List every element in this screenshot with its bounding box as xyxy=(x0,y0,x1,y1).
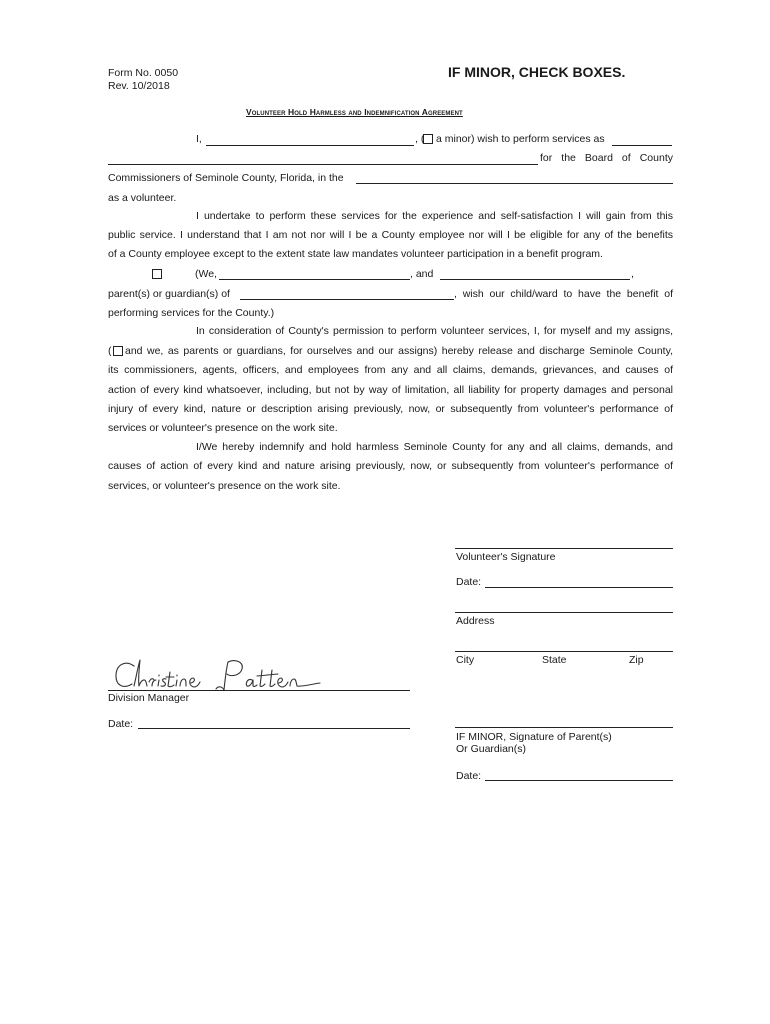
volunteer-signature-label: Volunteer's Signature xyxy=(456,551,556,563)
volunteer-name-field[interactable] xyxy=(206,145,414,146)
city-state-zip-line[interactable] xyxy=(455,651,673,652)
date-field-1[interactable] xyxy=(485,587,673,588)
zip-label: Zip xyxy=(629,654,644,666)
para3-parents-of: parent(s) or guardian(s) of xyxy=(108,288,230,300)
form-revision: Rev. 10/2018 xyxy=(108,80,170,92)
para4-line1: In consideration of County's permission to perform volunteer services, I, for myself and my assigns, xyxy=(196,325,673,337)
para3-comma: , xyxy=(631,268,634,280)
para4-line4: action of every kind whatsoever, including, but not by way of limitation, all liability for property damages and personal xyxy=(108,384,673,396)
department-field[interactable] xyxy=(356,183,673,184)
para3-we: (We, xyxy=(195,268,217,280)
para3-wish: , wish our child/ward to have the benefit of xyxy=(454,288,673,300)
page-title: Volunteer Hold Harmless and Indemnification Agreement xyxy=(246,107,463,117)
para1-i: I, xyxy=(196,133,202,145)
para1-minor-open: , ( xyxy=(415,133,425,145)
manager-date-label: Date: xyxy=(108,718,134,730)
para3-performing: performing services for the County.) xyxy=(108,307,275,319)
para2-line2: public service. I understand that I am not nor will I be a County employee nor will I be eligible for any of the benefits xyxy=(108,229,673,241)
parent-name-2-field[interactable] xyxy=(440,279,630,280)
para1-commissioners: Commissioners of Seminole County, Florida, in the xyxy=(108,172,344,184)
para4-line2: and we, as parents or guardians, for ourselves and our assigns) hereby release and discharge Seminole County, xyxy=(125,345,673,357)
state-label: State xyxy=(542,654,567,666)
minor-checkbox-2[interactable] xyxy=(152,269,162,279)
date-label-1: Date: xyxy=(456,576,482,588)
date-label-2: Date: xyxy=(456,770,482,782)
services-field[interactable] xyxy=(612,145,672,146)
minor-signature-label: IF MINOR, Signature of Parent(s) xyxy=(456,731,612,743)
address-line[interactable] xyxy=(455,612,673,613)
address-label: Address xyxy=(456,615,495,627)
minor-checkbox-1[interactable] xyxy=(423,134,433,144)
child-name-field[interactable] xyxy=(240,299,454,300)
city-label: City xyxy=(456,654,475,666)
para2-line3: of a County employee except to the extent state law mandates volunteer participation in a benefit program. xyxy=(108,248,603,260)
date-field-2[interactable] xyxy=(485,780,673,781)
services-field-cont[interactable] xyxy=(108,164,538,165)
minor-notice: IF MINOR, CHECK BOXES. xyxy=(448,64,626,80)
para4-line6: services or volunteer's presence on the work site. xyxy=(108,422,338,434)
para4-line5: injury of every kind, nature or description arising previously, now, or subsequently from volunteer's performance of xyxy=(108,403,673,415)
minor-signature-line[interactable] xyxy=(455,727,673,728)
para5-line2: causes of action of every kind and nature arising previously, now, or subsequently from volunteer's performance of xyxy=(108,460,673,472)
or-guardian-label: Or Guardian(s) xyxy=(456,743,527,755)
manager-signature-line[interactable] xyxy=(108,690,410,691)
para2-line1: I undertake to perform these services for the experience and self-satisfaction I will gain from this xyxy=(196,210,673,222)
para5-line3: services, or volunteer's presence on the work site. xyxy=(108,480,341,492)
manager-date-field[interactable] xyxy=(138,728,410,729)
para4-line3: its commissioners, agents, officers, and employees from any and all claims, demands, grievances, and causes of xyxy=(108,364,673,376)
para3-and: , and xyxy=(410,268,434,280)
form-number: Form No. 0050 xyxy=(108,67,179,79)
volunteer-signature-line[interactable] xyxy=(455,548,673,549)
para4-line2-open: ( xyxy=(108,345,112,357)
division-manager-label: Division Manager xyxy=(108,692,190,704)
parent-name-1-field[interactable] xyxy=(219,279,410,280)
para5-line1: I/We hereby indemnify and hold harmless Seminole County for any and all claims, demands, and xyxy=(196,441,673,453)
para1-a-minor: a minor) wish to perform services as xyxy=(436,133,605,145)
para1-for-board: for the Board of County xyxy=(540,152,673,164)
para1-as-volunteer: as a volunteer. xyxy=(108,192,177,204)
minor-checkbox-3[interactable] xyxy=(113,346,123,356)
